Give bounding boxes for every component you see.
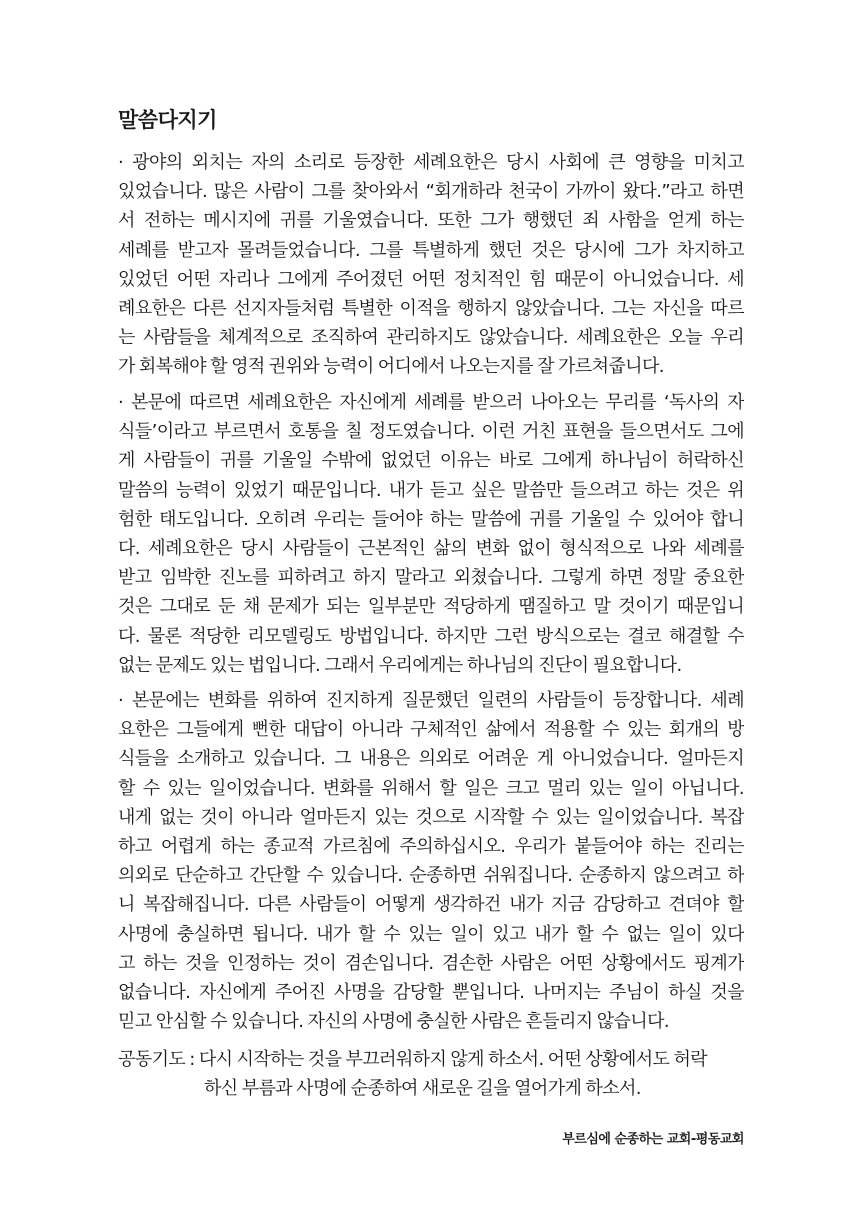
text-line: 례요한은 다른 선지자들처럼 특별한 이적을 행하지 않았습니다. 그는 자신을 따르 bbox=[118, 297, 744, 319]
text-line: 식들’이라고 부르면서 호통을 칠 정도였습니다. 이런 거친 표현을 들으면서도 그에 bbox=[118, 421, 744, 443]
text-line: 내게 없는 것이 아니라 얼마든지 있는 것으로 시작할 수 있는 일이었습니다. 복잡 bbox=[118, 806, 744, 828]
common-prayer bbox=[118, 1045, 744, 1103]
text-line: 할 수 있는 일이었습니다. 변화를 위해서 할 일은 크고 멀리 있는 일이 아닙니다. bbox=[118, 777, 744, 799]
text-line: 니 복잡해집니다. 다른 사람들이 어떻게 생각하건 내가 지금 감당하고 견뎌야 할 bbox=[118, 894, 744, 916]
text-line: · 본문에 따르면 세례요한은 자신에게 세례를 받으러 나아오는 무리를 ‘독사의 자 bbox=[118, 392, 744, 413]
text-line: 믿고 안심할 수 있습니다. 자신의 사명에 충실한 사람은 흔들리지 않습니다. bbox=[118, 1011, 669, 1033]
text-line: 것은 그대로 둔 채 문제가 되는 일부분만 적당하게 땜질하고 말 것이기 때문입니 bbox=[118, 596, 744, 618]
text-line: 말씀의 능력이 있었기 때문입니다. 내가 듣고 싶은 말씀만 들으려고 하는 것은 위 bbox=[118, 479, 744, 501]
text-line: 없습니다. 자신에게 주어진 사명을 감당할 뿐입니다. 나머지는 주님이 하실 것을 bbox=[118, 981, 744, 1003]
page-title: 말씀다지기 bbox=[118, 108, 217, 132]
paragraph-3 bbox=[118, 686, 744, 1036]
text-line: 는 사람들을 체계적으로 조직하여 관리하지도 않았습니다. 세례요한은 오늘 우리 bbox=[118, 327, 744, 349]
paragraph-1 bbox=[118, 148, 744, 382]
prayer-line: 하신 부름과 사명에 순종하여 새로운 길을 열어가게 하소서. bbox=[204, 1078, 641, 1100]
text-line: 받고 임박한 진노를 피하려고 하지 말라고 외쳤습니다. 그렇게 하면 정말 중요한 bbox=[118, 567, 744, 589]
footer-church-name: 부르심에 순종하는 교회-평동교회 bbox=[562, 1132, 744, 1147]
text-line: · 광야의 외치는 자의 소리로 등장한 세례요한은 당시 사회에 큰 영향을 미치고 bbox=[118, 152, 744, 173]
text-line: 고 하는 것을 인정하는 것이 겸손입니다. 겸손한 사람은 어떤 상황에서도 핑계가 bbox=[118, 952, 744, 974]
text-line: 다. 세례요한은 당시 사람들이 근본적인 삶의 변화 없이 형식적으로 나와 세례를 bbox=[118, 537, 744, 559]
text-line: 서 전하는 메시지에 귀를 기울였습니다. 또한 그가 행했던 죄 사함을 얻게 하는 bbox=[118, 210, 744, 232]
text-line: 있었던 어떤 자리나 그에게 주어졌던 어떤 정치적인 힘 때문이 아니었습니다. 세 bbox=[118, 268, 744, 290]
text-line: 의외로 단순하고 간단할 수 있습니다. 순종하면 쉬워집니다. 순종하지 않으려고 하 bbox=[118, 865, 744, 887]
text-line: 있었습니다. 많은 사람이 그를 찾아와서 “회개하라 천국이 가까이 왔다.”라고 하면 bbox=[118, 181, 744, 203]
text-line: 식들을 소개하고 있습니다. 그 내용은 의외로 어려운 게 아니었습니다. 얼마든지 bbox=[118, 748, 744, 770]
text-line: 세례를 받고자 몰려들었습니다. 그를 특별하게 했던 것은 당시에 그가 차지하고 bbox=[118, 239, 744, 261]
prayer-line: 공동기도 : 다시 시작하는 것을 부끄러워하지 않게 하소서. 어떤 상황에서도 허락 bbox=[118, 1049, 708, 1070]
text-line: 험한 태도입니다. 오히려 우리는 들어야 하는 말씀에 귀를 기울일 수 있어야 합니 bbox=[118, 508, 744, 530]
text-line: 가 회복해야 할 영적 권위와 능력이 어디에서 나오는지를 잘 가르쳐줍니다. bbox=[118, 356, 664, 378]
text-line: 하고 어렵게 하는 종교적 가르침에 주의하십시오. 우리가 붙들어야 하는 진리는 bbox=[118, 835, 744, 857]
paragraph-2 bbox=[118, 388, 744, 680]
text-line: 요한은 그들에게 뻔한 대답이 아니라 구체적인 삶에서 적용할 수 있는 회개의 방 bbox=[118, 719, 744, 741]
text-line: · 본문에는 변화를 위하여 진지하게 질문했던 일련의 사람들이 등장합니다. 세례 bbox=[118, 690, 744, 711]
text-line: 다. 물론 적당한 리모델링도 방법입니다. 하지만 그런 방식으로는 결코 해결할 수 bbox=[118, 625, 744, 647]
text-line: 사명에 충실하면 됩니다. 내가 할 수 있는 일이 있고 내가 할 수 없는 일이 있다 bbox=[118, 923, 744, 945]
text-line: 게 사람들이 귀를 기울일 수밖에 없었던 이유는 바로 그에게 하나님이 허락하신 bbox=[118, 450, 744, 472]
text-line: 없는 문제도 있는 법입니다. 그래서 우리에게는 하나님의 진단이 필요합니다. bbox=[118, 654, 682, 676]
